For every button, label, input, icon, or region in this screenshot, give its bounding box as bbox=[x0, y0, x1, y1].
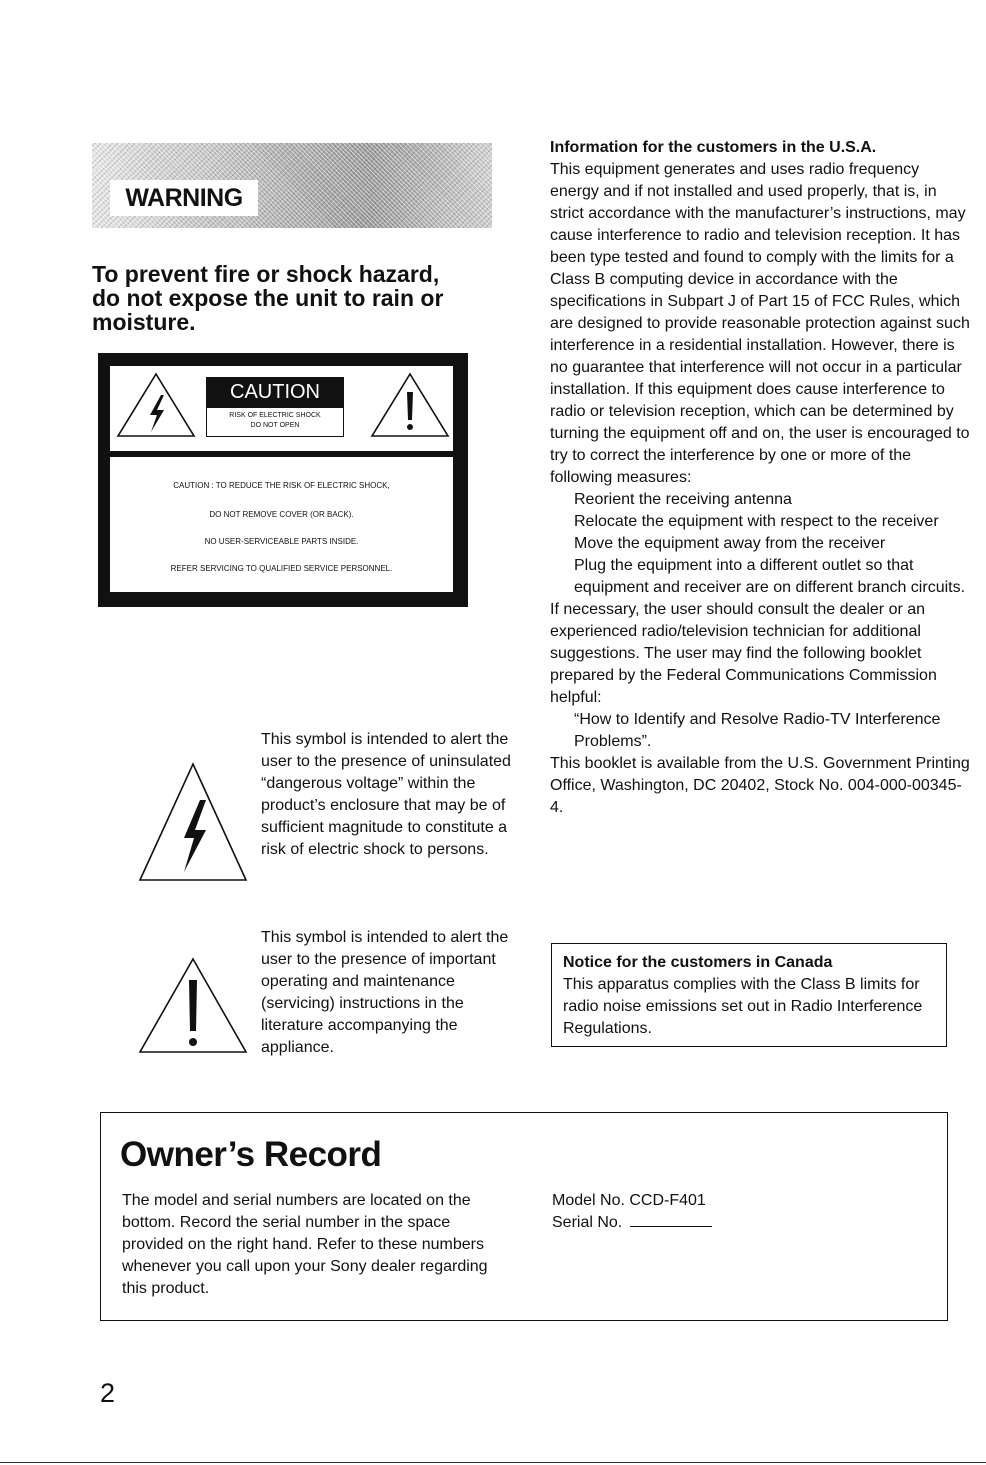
caution-title: CAUTION bbox=[206, 377, 344, 408]
model-serial-fields bbox=[552, 1190, 852, 1234]
serial-number-label: Serial No. bbox=[552, 1214, 623, 1231]
caution-text-line: NO USER-SERVICEABLE PARTS INSIDE. bbox=[204, 537, 359, 546]
canada-notice bbox=[563, 952, 943, 1040]
serial-number-blank bbox=[630, 1220, 712, 1227]
caution-subtitle bbox=[206, 408, 344, 437]
exclamation-warning-icon bbox=[368, 370, 452, 440]
hazard-heading-line: do not expose the unit to rain or bbox=[92, 285, 444, 311]
booklet-title: “How to Identify and Resolve Radio-TV Interference Problems”. bbox=[574, 711, 941, 750]
canada-text: This apparatus complies with the Class B limits for radio noise emissions set out in Radio Interference Regulations. bbox=[563, 976, 923, 1037]
measure-item: Relocate the equipment with respect to the receiver bbox=[574, 513, 939, 530]
page-number: 2 bbox=[100, 1378, 116, 1408]
usa-intro: This equipment generates and uses radio frequency energy and if not installed and used properly, that is, in strict accordance with the manufacturer’s instructions, may cause interference to radio and television reception. It has been type tested and found to comply with the limits for a Class B computing device in accordance with the specifications in Subpart J of Part 15 of FCC Rules, which are designed to provide reasonable protection against such interference in a residential installation. However, there is no guarantee that interference will not occur in a particular installation. If this equipment does cause interference to radio or television reception, which can be determined by turning the equipment off and on, the user is encouraged to try to correct the interference by one or more of the following measures: bbox=[550, 161, 970, 486]
caution-text-line: DO NOT REMOVE COVER (OR BACK). bbox=[209, 510, 354, 519]
usa-followup: If necessary, the user should consult the dealer or an experienced radio/television technician for additional suggestions. The user may find the following booklet prepared by the Federal Communications Commission helpful: bbox=[550, 601, 937, 706]
hazard-heading bbox=[92, 262, 512, 334]
measure-item: Reorient the receiving antenna bbox=[574, 491, 792, 508]
lightning-warning-icon bbox=[136, 760, 250, 884]
usa-heading: Information for the customers in the U.S.A. bbox=[550, 139, 877, 156]
caution-subtitle-line: DO NOT OPEN bbox=[250, 422, 300, 429]
caution-text-line: REFER SERVICING TO QUALIFIED SERVICE PERSONNEL. bbox=[170, 564, 393, 573]
owners-record-text: The model and serial numbers are located on the bottom. Record the serial number in the space provided on the right hand. Refer to these numbers whenever you call upon your Sony dealer regarding this product. bbox=[122, 1192, 488, 1297]
hazard-heading-line: moisture. bbox=[92, 309, 196, 335]
bottom-rule bbox=[0, 1462, 986, 1463]
lightning-symbol-description: This symbol is intended to alert the user to the presence of uninsulated “dangerous voltage” within the product’s enclosure that may be of sufficient magnitude to constitute a risk of electric shock to persons. bbox=[261, 731, 511, 858]
exclamation-symbol-description: This symbol is intended to alert the user to the presence of important operating and maintenance (servicing) instructions in the literature accompanying the appliance. bbox=[261, 929, 509, 1056]
serial-number-row bbox=[552, 1212, 852, 1234]
warning-label: WARNING bbox=[110, 180, 258, 216]
owners-record-title: Owner’s Record bbox=[120, 1135, 382, 1174]
booklet-availability: This booklet is available from the U.S. Government Printing Office, Washington, DC 20402, Stock No. 004-000-00345-4. bbox=[550, 755, 970, 816]
caution-subtitle-line: RISK OF ELECTRIC SHOCK bbox=[229, 412, 321, 419]
caution-text-line: CAUTION : TO REDUCE THE RISK OF ELECTRIC SHOCK, bbox=[173, 481, 390, 490]
canada-heading: Notice for the customers in Canada bbox=[563, 954, 833, 971]
lightning-warning-icon bbox=[114, 370, 198, 440]
usa-info-section bbox=[550, 137, 970, 819]
measure-item: Plug the equipment into a different outlet so that equipment and receiver are on different branch circuits. bbox=[574, 557, 966, 596]
exclamation-warning-icon bbox=[136, 956, 250, 1056]
model-number: Model No. CCD-F401 bbox=[552, 1192, 706, 1209]
measure-item: Move the equipment away from the receiver bbox=[574, 535, 886, 552]
hazard-heading-line: To prevent fire or shock hazard, bbox=[92, 261, 440, 287]
